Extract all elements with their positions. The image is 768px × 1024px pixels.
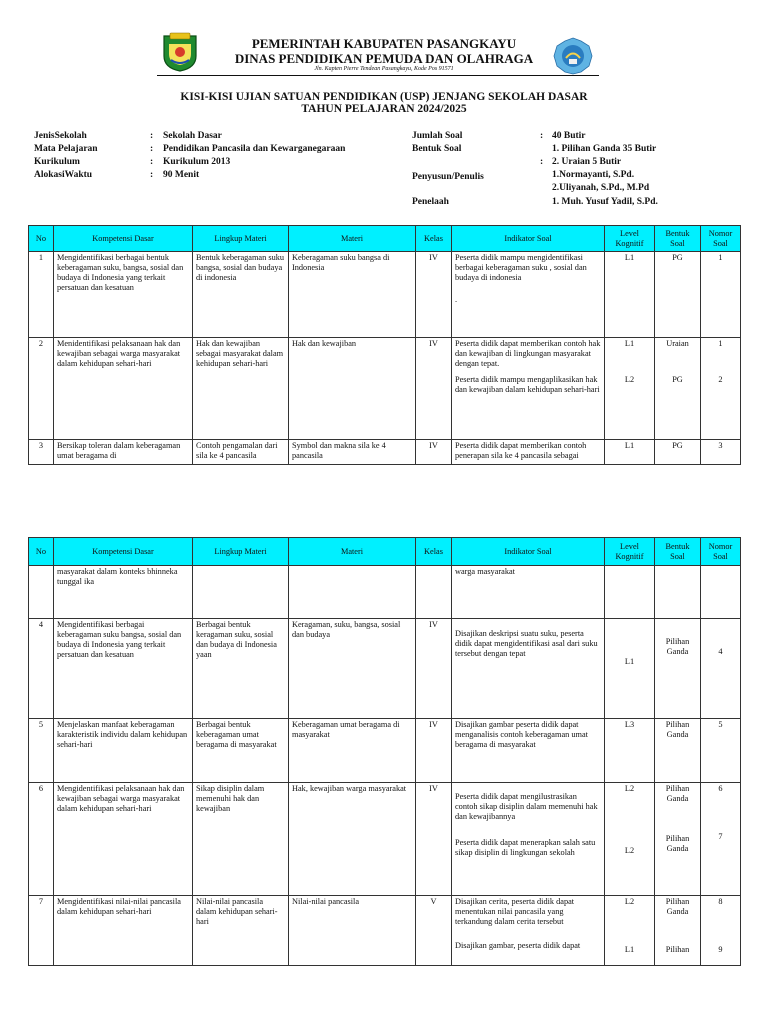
indikator-text: Peserta didik dapat mengilustrasikan contoh sikap disiplin dalam memenuhi hak dan kewajibannya (455, 792, 598, 821)
cell-kompetensi: Bersikap toleran dalam keberagaman umat beragama di (54, 440, 193, 465)
col-bentuk-line1: Bentuk (665, 228, 690, 238)
cell-level: L1 (605, 252, 655, 338)
table-row (29, 566, 741, 619)
cell-bentuk: Pilihan Ganda (655, 619, 701, 719)
col-indikator: Indikator Soal (452, 226, 605, 252)
col-kompetensi: Kompetensi Dasar (54, 226, 193, 252)
info-jumlah-value: 40 Butir (552, 131, 586, 141)
cell-lingkup: Contoh pengamalan dari sila ke 4 pancasila (193, 440, 289, 465)
letterhead-line2: DINAS PENDIDIKAN PEMUDA DAN OLAHRAGA (234, 51, 534, 66)
cell-level (605, 566, 655, 619)
cell-no: 3 (29, 440, 54, 465)
col-bentuk (655, 226, 701, 252)
cell-kompetensi: Menidentifikasi pelaksanaan hak dan kewajiban sebagai warga masyarakat dalam kehidupan sehari-hari (54, 338, 193, 440)
cell-lingkup (193, 566, 289, 619)
info-alokasi-sep: : (150, 170, 154, 180)
col-lingkup: Lingkup Materi (193, 538, 289, 566)
cell-materi: Nilai-nilai pancasila (289, 896, 416, 966)
cell-lingkup: Nilai-nilai pancasila dalam kehidupan sehari-hari (193, 896, 289, 966)
cell-nomor (701, 338, 741, 440)
level-value: L2 (624, 374, 635, 384)
col-materi: Materi (289, 538, 416, 566)
info-penyusun-label: Penyusun/Penulis (412, 172, 484, 182)
cell-kompetensi: Mengidentifikasi pelaksanaan hak dan kewajiban sebagai warga masyarakat dalam kehidupan sehari-hari (54, 783, 193, 896)
info-jumlah-label: Jumlah Soal (412, 131, 463, 141)
cell-level: L1 (605, 440, 655, 465)
cell-no: 6 (29, 783, 54, 896)
col-bentuk-line2: Soal (670, 238, 685, 248)
cell-bentuk (655, 783, 701, 896)
nomor-value: 1 (718, 339, 723, 348)
cell-level: L1 (605, 619, 655, 719)
info-kurikulum-label: Kurikulum (34, 157, 80, 167)
kisi-table-page2 (28, 537, 741, 966)
col-materi: Materi (289, 226, 416, 252)
level-value: L2 (624, 897, 635, 906)
info-jenis-value: Sekolah Dasar (163, 131, 222, 141)
level-value: L1 (624, 944, 635, 954)
info-mapel-value: Pendidikan Pancasila dan Kewarganegaraan (163, 144, 346, 154)
col-bentuk-line1: Bentuk (665, 541, 690, 551)
cell-kelas (416, 566, 452, 619)
col-level (605, 226, 655, 252)
cell-no: 1 (29, 252, 54, 338)
cell-nomor (701, 896, 741, 966)
cell-indikator (452, 252, 605, 338)
col-level-line2: Kognitif (615, 551, 644, 561)
cell-materi: Keberagaman umat beragama di masyarakat (289, 719, 416, 783)
col-bentuk-line2: Soal (670, 551, 685, 561)
info-jumlah-sep: : (540, 131, 544, 141)
indikator-text: Peserta didik mampu mengidentifikasi berbagai keberagaman suku , sosial dan budaya di indonesia (455, 253, 587, 282)
table-header-row (29, 538, 741, 566)
cell-kompetensi: Mengidentifikasi nilai-nilai pancasila dalam kehidupan sehari-hari (54, 896, 193, 966)
col-indikator: Indikator Soal (452, 538, 605, 566)
cell-kompetensi: Mengidentifikasi berbagai bentuk keberagaman suku, bangsa, sosial dan budaya di Indonesia yang terkait persatuan dan kesatuan (54, 252, 193, 338)
nomor-value: 9 (718, 944, 723, 954)
bentuk-value: Pilihan Ganda (665, 833, 690, 853)
cell-indikator: Disajikan gambar peserta didik dapat menganalisis contoh keberagaman umat beragama di masyarakat (452, 719, 605, 783)
bentuk-value: Pilihan Ganda (665, 784, 690, 803)
cell-kompetensi: Mengidentifikasi berbagai keberagaman suku bangsa, sosial dan budaya di Indonesia yang terkait persatuan dan kesatuan (54, 619, 193, 719)
table-row (29, 619, 741, 719)
cell-materi: Hak dan kewajiban (289, 338, 416, 440)
cell-level (605, 338, 655, 440)
info-penyusun-1: 1.Normayanti, S.Pd. (552, 170, 635, 180)
table-row (29, 719, 741, 783)
cell-materi (289, 566, 416, 619)
level-value: L2 (624, 845, 635, 855)
col-lingkup: Lingkup Materi (193, 226, 289, 252)
cell-indikator (452, 896, 605, 966)
info-bentuk-sep: : (540, 157, 544, 167)
cell-materi: Hak, kewajiban warga masyarakat (289, 783, 416, 896)
info-jenis-sep: : (150, 131, 154, 141)
table-row (29, 338, 741, 440)
info-penelaah-1: 1. Muh. Yusuf Yadil, S.Pd. (552, 197, 658, 207)
cell-kompetensi: Menjelaskan manfaat keberagaman karakteristik individu dalam kehidupan sehari-hari (54, 719, 193, 783)
nomor-value: 8 (718, 897, 723, 906)
cell-no: 5 (29, 719, 54, 783)
cell-nomor: 5 (701, 719, 741, 783)
cell-nomor: 1 (701, 252, 741, 338)
cell-no: 4 (29, 619, 54, 719)
info-bentuk-1: 1. Pilihan Ganda 35 Butir (552, 144, 657, 154)
info-jenis-label: JenisSekolah (34, 131, 87, 141)
cell-kelas: IV (416, 783, 452, 896)
cell-bentuk (655, 896, 701, 966)
cell-bentuk: Pilihan Ganda (655, 719, 701, 783)
info-bentuk-2: 2. Uraian 5 Butir (552, 157, 622, 167)
cell-indikator: Peserta didik dapat memberikan contoh penerapan sila ke 4 pancasila sebagai (452, 440, 605, 465)
indikator-text: Peserta didik dapat memberikan contoh hak dan kewajiban di lingkungan masyarakat dengan tepat. (455, 339, 601, 368)
cell-no: 2 (29, 338, 54, 440)
col-nomor (701, 226, 741, 252)
info-alokasi-value: 90 Menit (163, 170, 200, 180)
cell-materi: Keberagaman suku bangsa di Indonesia (289, 252, 416, 338)
cell-kelas: IV (416, 338, 452, 440)
level-value: L2 (624, 784, 635, 793)
col-no: No (29, 226, 54, 252)
col-nomor (701, 538, 741, 566)
indikator-text: Disajikan cerita, peserta didik dapat menentukan nilai pancasila yang terkandung dalam cerita tersebut (455, 897, 575, 926)
cell-level: L3 (605, 719, 655, 783)
col-kompetensi: Kompetensi Dasar (54, 538, 193, 566)
indikator-text: . (455, 294, 458, 304)
col-bentuk (655, 538, 701, 566)
cell-nomor: 4 (701, 619, 741, 719)
table-row (29, 783, 741, 896)
col-nomor-line2: Soal (713, 238, 728, 248)
cell-indikator: Disajikan deskripsi suatu suku, peserta didik dapat mengidentifikasi asal dari suku tersebut dengan tepat (452, 619, 605, 719)
cell-lingkup: Sikap disiplin dalam memenuhi hak dan kewajiban (193, 783, 289, 896)
cell-kelas: IV (416, 619, 452, 719)
col-nomor-line1: Nomor (708, 541, 733, 551)
col-no: No (29, 538, 54, 566)
cell-kelas: IV (416, 252, 452, 338)
indikator-text: Peserta didik dapat menerapkan salah satu sikap disiplin di lingkungan sekolah (455, 837, 596, 857)
col-level-line2: Kognitif (615, 238, 644, 248)
cell-bentuk: PG (655, 440, 701, 465)
cell-kompetensi: masyarakat dalam konteks bhinneka tunggal ika (54, 566, 193, 619)
table-row (29, 252, 741, 338)
cell-nomor: 3 (701, 440, 741, 465)
cell-level (605, 783, 655, 896)
cell-bentuk (655, 338, 701, 440)
letterhead-line1: PEMERINTAH KABUPATEN PASANGKAYU (251, 36, 517, 51)
info-kurikulum-value: Kurikulum 2013 (163, 157, 231, 167)
bentuk-value: Pilihan Ganda (665, 897, 690, 916)
cell-kelas: IV (416, 440, 452, 465)
cell-indikator: warga masyarakat (452, 566, 605, 619)
cell-materi: Keragaman, suku, bangsa, sosial dan budaya (289, 619, 416, 719)
col-level (605, 538, 655, 566)
info-bentuk-label: Bentuk Soal (412, 144, 462, 154)
col-kelas: Kelas (416, 226, 452, 252)
info-kurikulum-sep: : (150, 157, 154, 167)
table-row (29, 896, 741, 966)
col-nomor-line2: Soal (713, 551, 728, 561)
cell-nomor (701, 566, 741, 619)
cell-indikator (452, 783, 605, 896)
cell-lingkup: Hak dan kewajiban sebagai masyarakat dalam kehidupan sehari-hari (193, 338, 289, 440)
nomor-value: 2 (718, 374, 723, 384)
info-mapel-sep: : (150, 144, 154, 154)
col-nomor-line1: Nomor (708, 228, 733, 238)
cell-nomor (701, 783, 741, 896)
nomor-value: 6 (718, 784, 723, 793)
bentuk-value: Pilihan (665, 944, 690, 954)
info-mapel-label: Mata Pelajaran (34, 144, 98, 154)
col-level-line1: Level (620, 228, 639, 238)
doc-year: TAHUN PELAJARAN 2024/2025 (301, 103, 467, 115)
cell-lingkup: Berbagai bentuk keberagaman umat beragama di masyarakat (193, 719, 289, 783)
bentuk-value: PG (672, 374, 683, 384)
cell-no (29, 566, 54, 619)
nomor-value: 7 (718, 831, 723, 841)
info-alokasi-label: AlokasiWaktu (34, 170, 93, 180)
cell-kelas: IV (416, 719, 452, 783)
indikator-text: Disajikan gambar, peserta didik dapat (455, 940, 581, 950)
cell-lingkup: Berbagai bentuk keragaman suku, sosial dan budaya di Indonesia yaan (193, 619, 289, 719)
table-header-row (29, 226, 741, 252)
cell-bentuk: PG (655, 252, 701, 338)
cell-indikator (452, 338, 605, 440)
kisi-table-page1 (28, 225, 741, 465)
col-kelas: Kelas (416, 538, 452, 566)
doc-title: KISI-KISI UJIAN SATUAN PENDIDIKAN (USP) JENJANG SEKOLAH DASAR (180, 91, 588, 103)
cell-materi: Symbol dan makna sila ke 4 pancasila (289, 440, 416, 465)
indikator-text: Peserta didik mampu mengaplikasikan hak dan kewajiban dalam kehidupan sehari-hari (455, 374, 600, 394)
col-level-line1: Level (620, 541, 639, 551)
info-penyusun-2: 2.Uliyanah, S.Pd., M.Pd (552, 183, 650, 193)
table-row (29, 440, 741, 465)
letterhead-address: Jln. Kapten Pierre Tendean Pasangkayu, Kode Pos 91571 (314, 66, 454, 72)
level-value: L1 (624, 339, 635, 348)
info-penelaah-label: Penelaah (412, 197, 449, 207)
bentuk-value: Uraian (666, 339, 689, 348)
cell-kelas: V (416, 896, 452, 966)
cell-level (605, 896, 655, 966)
cell-no: 7 (29, 896, 54, 966)
letterhead-divider (157, 75, 599, 76)
cell-lingkup: Bentuk keberagaman suku bangsa, sosial dan budaya di indonesia (193, 252, 289, 338)
cell-bentuk (655, 566, 701, 619)
